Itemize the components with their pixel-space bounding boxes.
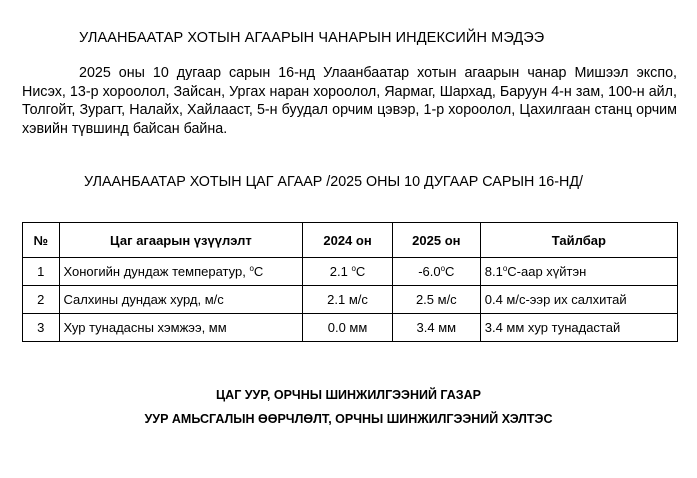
header-note: Тайлбар — [480, 223, 677, 258]
header-indicator: Цаг агаарын үзүүлэлт — [59, 223, 303, 258]
weather-table — [22, 222, 678, 342]
row-value-2024: 2.1 м/с — [303, 286, 393, 314]
table-header-row — [23, 223, 678, 258]
weather-subtitle: УЛААНБААТАР ХОТЫН ЦАГ АГААР /2025 ОНЫ 10 ДУГААР САРЫН 16-НД/ — [84, 174, 583, 190]
row-no: 1 — [23, 258, 60, 286]
table-row — [23, 286, 678, 314]
footer-agency: ЦАГ УУР, ОРЧНЫ ШИНЖИЛГЭЭНИЙ ГАЗАР — [216, 388, 481, 402]
footer-department: УУР АМЬСГАЛЫН ӨӨРЧЛӨЛТ, ОРЧНЫ ШИНЖИЛГЭЭНИЙ ХЭЛТЭС — [144, 412, 553, 426]
row-indicator: Салхины дундаж хурд, м/с — [59, 286, 303, 314]
row-value-2024: 2.1 $^o$С — [303, 258, 393, 286]
row-no: 3 — [23, 314, 60, 342]
table-row — [23, 258, 678, 286]
row-value-2025: 3.4 мм — [392, 314, 480, 342]
row-value-2024: 0.0 мм — [303, 314, 393, 342]
air-quality-paragraph: 2025 оны 10 дугаар сарын 16-нд Улаанбаатар хотын агаарын чанар Мишээл экспо, Нисэх, 13-р хороолол, Зайсан, Ургах наран хороолол, Яармаг, Шархад, Баруун 4-н зам, 100-н айл, Толгойт, Зурагт, Налайх, Хайлааст, 5-н буудал орчим цэвэр, 1-р хороолол, Цахилгаан станц орчим хэвийн түвшинд байсан байна. — [22, 65, 677, 137]
row-note: 3.4 мм хур тунадастай — [480, 314, 677, 342]
row-indicator: Хур тунадасны хэмжээ, мм — [59, 314, 303, 342]
row-value-2025: -6.0$^o$С — [392, 258, 480, 286]
row-note: 0.4 м/с-ээр их салхитай — [480, 286, 677, 314]
row-no: 2 — [23, 286, 60, 314]
row-note: 8.1$^o$С-аар хүйтэн — [480, 258, 677, 286]
document-title: УЛААНБААТАР ХОТЫН АГААРЫН ЧАНАРЫН ИНДЕКСИЙН МЭДЭЭ — [79, 30, 545, 46]
row-indicator: Хоногийн дундаж температур, $^o$С — [59, 258, 303, 286]
header-year-2024: 2024 он — [303, 223, 393, 258]
table-row — [23, 314, 678, 342]
row-value-2025: 2.5 м/с — [392, 286, 480, 314]
header-year-2025: 2025 он — [392, 223, 480, 258]
header-no: № — [23, 223, 60, 258]
